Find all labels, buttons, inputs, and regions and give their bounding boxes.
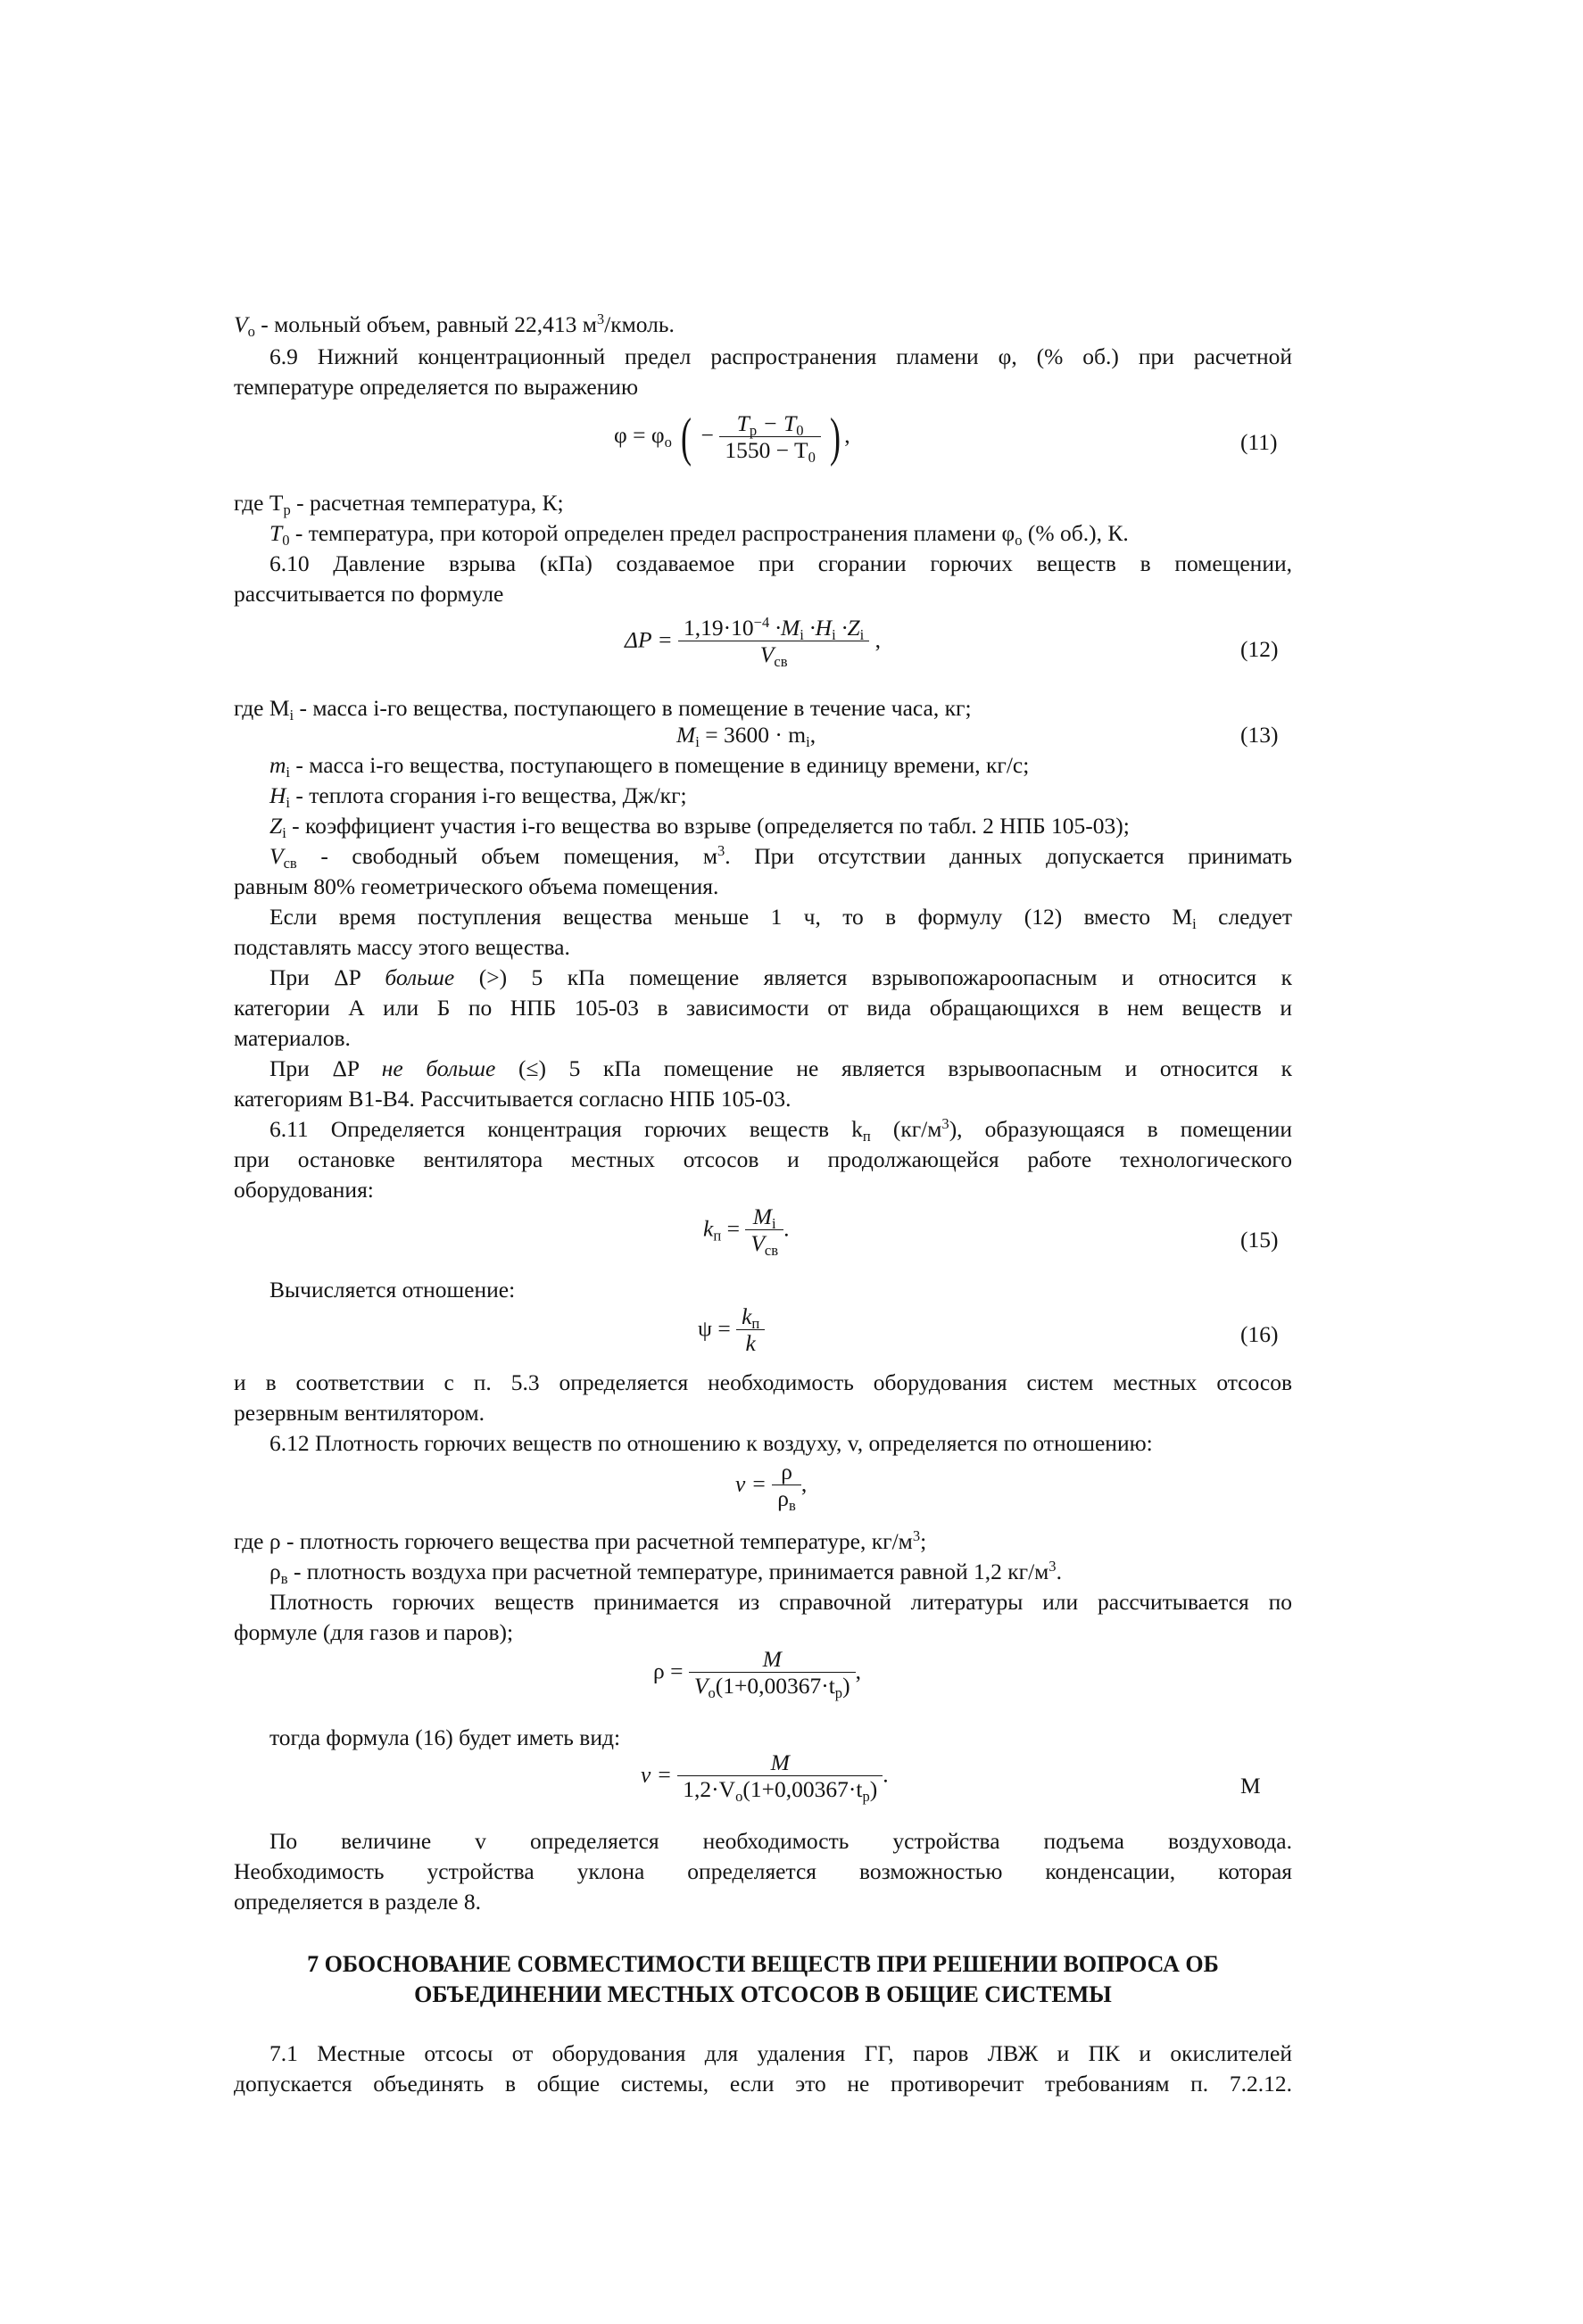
text-span: - масса i-го вещества, поступающего в помещение в единицу времени, кг/с; — [290, 752, 1030, 778]
paragraph-line — [269, 519, 1292, 548]
text-span: р — [834, 1684, 843, 1701]
paragraph-line: 6.10 Давление взрыва (кПа) создаваемое при сгорании горючих веществ в помещении, — [269, 550, 1292, 576]
fraction-denominator — [719, 437, 821, 464]
text-span: i — [859, 626, 865, 643]
text-span: в — [280, 1570, 288, 1587]
text-span: 3 — [1048, 1558, 1057, 1575]
paragraph-line: подставлять массу этого вещества. — [234, 934, 570, 960]
text-span: (1+0,00367·t — [742, 1776, 863, 1802]
equation-number: (16) — [1240, 1321, 1279, 1347]
text-span: При ΔP — [269, 964, 385, 990]
text-span: в — [789, 1497, 796, 1514]
text-span: , — [809, 722, 816, 748]
text-span: - свободный объем помещения, м — [296, 843, 718, 869]
fraction — [736, 1304, 765, 1357]
text-span: следует — [1196, 904, 1293, 930]
text-span: - масса i-го вещества, поступающего в помещение в течение часа, кг; — [294, 695, 972, 721]
text-span: i — [832, 626, 836, 643]
paragraph-line: 6.9 Нижний концентрационный предел распространения пламени φ, (% об.) при расчетной — [269, 343, 1292, 369]
text-span: k — [742, 1303, 752, 1329]
period: . — [783, 1215, 790, 1242]
text-span: (1+0,00367·t — [715, 1673, 835, 1699]
text-span: v = — [641, 1761, 672, 1788]
equation-density — [653, 1647, 861, 1700]
text-span: о — [664, 433, 672, 451]
paragraph-line: тогда формула (16) будет иметь вид: — [269, 1724, 621, 1750]
text-span: р — [283, 501, 291, 518]
comma: , — [869, 626, 881, 653]
paragraph-line — [269, 782, 1292, 810]
text-span: i — [286, 794, 291, 811]
equation-11 — [614, 408, 850, 467]
equation-number: (13) — [1240, 722, 1279, 748]
fraction-denominator — [772, 1485, 801, 1512]
text-span: св — [764, 1242, 779, 1259]
text-span: ψ = — [698, 1315, 731, 1342]
text-span: больше — [385, 964, 455, 990]
paragraph-line — [269, 964, 1292, 992]
text-span: M — [770, 1749, 790, 1775]
fraction-numerator — [736, 1304, 765, 1330]
text-span: Z — [269, 813, 283, 839]
text-span: . — [1056, 1559, 1062, 1584]
equation-15 — [703, 1204, 789, 1257]
text-span: . При отсутствии данных допускается принимать — [725, 843, 1292, 869]
text-span: ρ = — [653, 1658, 684, 1684]
text-span: ρ — [777, 1485, 790, 1511]
text-span: св — [283, 855, 297, 872]
paragraph-line: рассчитывается по формуле — [234, 581, 504, 607]
paragraph-line — [269, 1115, 1292, 1144]
fraction-numerator — [677, 1750, 883, 1776]
text-span: (% об.), К. — [1022, 520, 1129, 546]
fraction-denominator — [736, 1330, 765, 1357]
paragraph-line: допускается объединять в общие системы, если это не противоречит требованиям п. 7.2.12. — [234, 2071, 1292, 2097]
paragraph-line: оборудования: — [234, 1177, 374, 1203]
paragraph-line: формуле (для газов и паров); — [234, 1619, 514, 1645]
text-span: i — [772, 1215, 776, 1232]
text-span: о — [708, 1684, 716, 1701]
paragraph-line: 6.12 Плотность горючих веществ по отношению к воздуху, v, определяется по отношению: — [269, 1430, 1153, 1456]
comma: , — [855, 1658, 861, 1684]
paragraph-line: Необходимость устройства уклона определяется возможностью конденсации, которая — [234, 1858, 1292, 1884]
text-span: 1,2·V — [683, 1776, 736, 1802]
paragraph-line: и в соответствии с п. 5.3 определяется необходимость оборудования систем местных отсосов — [234, 1369, 1292, 1395]
fraction-numerator — [678, 616, 869, 641]
text-span: св — [774, 653, 788, 670]
paragraph-line — [269, 1558, 1292, 1586]
text-span: k — [703, 1215, 714, 1242]
text-span: V — [234, 311, 248, 337]
text-span: - температура, при которой определен предел распространения пламени φ — [289, 520, 1015, 546]
period: . — [883, 1761, 889, 1788]
equation-number: (15) — [1240, 1227, 1279, 1253]
paragraph-line: 7.1 Местные отсосы от оборудования для удаления ГГ, паров ЛВЖ и ПК и окислителей — [269, 2040, 1292, 2066]
text-span: V — [750, 1230, 765, 1256]
fraction-numerator — [689, 1647, 856, 1673]
fraction-denominator — [677, 1776, 883, 1803]
text-span: п — [713, 1227, 722, 1245]
text-span: = 3600 · m — [699, 722, 807, 748]
text-span: 3 — [912, 1527, 921, 1544]
text-span: о — [1015, 532, 1023, 549]
text-span: (>) 5 кПа помещение является взрывопожароопасным и относится к — [454, 964, 1292, 990]
equation-number: (11) — [1240, 429, 1278, 455]
text-span: о — [247, 323, 255, 340]
eq-lhs — [614, 421, 672, 451]
text-span: ), образующаяся в помещении — [949, 1116, 1293, 1142]
text-span: ·M — [769, 615, 800, 641]
text-span: M — [762, 1646, 782, 1672]
text-span: - коэффициент участия i-го вещества во взрыве (определяется по табл. 2 НПБ 105-03); — [286, 813, 1130, 839]
text-span: k — [745, 1330, 756, 1356]
text-span: i — [282, 824, 286, 841]
equation-density-ratio — [735, 1460, 807, 1512]
text-span: п — [751, 1315, 760, 1332]
paragraph-line: категории А или Б по НПБ 105-03 в зависимости от вида обращающихся в нем веществ и — [234, 995, 1292, 1021]
text-span: Если время поступления вещества меньше 1 ч, то в формулу (12) вместо M — [269, 904, 1193, 930]
text-span: 3 — [596, 310, 605, 327]
text-span: где ρ - плотность горючего вещества при расчетной температуре, кг/м — [234, 1528, 913, 1554]
text-span: H — [269, 782, 286, 808]
text-span: T — [736, 409, 750, 436]
text-span: - теплота сгорания i-го вещества, Дж/кг; — [290, 782, 687, 808]
paragraph-line — [269, 812, 1292, 840]
text-span: T — [269, 520, 283, 546]
text-span: i — [695, 733, 700, 750]
paragraph-line: По величине v определяется необходимость устройства подъема воздуховода. — [269, 1828, 1292, 1854]
comma: , — [844, 421, 850, 448]
text-span: 3 — [717, 842, 725, 859]
paragraph-line — [269, 751, 1292, 780]
text-span: 0 — [808, 448, 816, 466]
text-span: − T — [757, 409, 797, 436]
text-span: где T — [234, 490, 284, 516]
paragraph-line: температуре определяется по выражению — [234, 374, 638, 400]
text-span: 0 — [282, 532, 290, 549]
fraction-denominator — [689, 1673, 856, 1700]
paragraph-line — [234, 694, 1292, 723]
text-span: V — [759, 641, 775, 667]
text-span: ; — [920, 1528, 927, 1554]
equals-sign: = — [721, 1215, 740, 1242]
comma: , — [800, 1470, 808, 1497]
text-span: ρ — [269, 1559, 281, 1584]
paragraph-line: равным 80% геометрического объема помещения. — [234, 873, 719, 899]
fraction — [677, 1750, 883, 1803]
paragraph-line — [234, 310, 1292, 339]
paragraph-line — [234, 1527, 1292, 1556]
paragraph-line — [269, 842, 1292, 871]
paragraph-line — [269, 903, 1292, 931]
text-span: φ = φ — [614, 421, 665, 448]
paragraph-line: определяется в разделе 8. — [234, 1889, 482, 1915]
text-span: р — [862, 1788, 870, 1805]
text-span: ) — [869, 1776, 878, 1802]
text-span: M — [676, 722, 696, 748]
fraction — [678, 616, 869, 668]
text-span: (кг/м — [870, 1116, 942, 1142]
text-span: i — [286, 764, 291, 781]
fraction — [719, 411, 821, 464]
paragraph-line — [234, 489, 1292, 517]
text-span: - мольный объем, равный 22,413 м — [254, 311, 597, 337]
fraction-denominator — [745, 1230, 783, 1257]
equation-12 — [625, 616, 881, 668]
equation-17 — [641, 1750, 889, 1803]
text-span: i — [289, 707, 294, 724]
paren-right: ) — [830, 408, 841, 467]
text-span: 6.11 Определяется концентрация горючих веществ k — [269, 1116, 863, 1142]
text-span: i — [1192, 915, 1197, 932]
text-span: m — [269, 752, 286, 778]
text-span: /кмоль. — [604, 311, 675, 337]
fraction-numerator: ρ — [772, 1460, 801, 1485]
text-span: i — [806, 733, 810, 750]
equation-13 — [676, 721, 816, 749]
paragraph-line: при остановке вентилятора местных отсосов и продолжающейся работе технологического — [234, 1146, 1292, 1172]
text-span: р — [749, 421, 758, 439]
paragraph-line: материалов. — [234, 1025, 351, 1051]
text-span: ·Z — [835, 615, 860, 641]
text-span: - плотность воздуха при расчетной температуре, принимается равной 1,2 кг/м — [287, 1559, 1049, 1584]
text-span: V — [269, 843, 284, 869]
text-span: - расчетная температура, К; — [290, 490, 564, 516]
fraction — [745, 1204, 783, 1257]
text-span: о — [735, 1788, 743, 1805]
paren-left: ( — [681, 408, 692, 467]
paragraph-line: Вычисляется отношение: — [269, 1277, 516, 1303]
paragraph-line: Плотность горючих веществ принимается из справочной литературы или рассчитывается по — [269, 1589, 1292, 1615]
fraction-denominator — [678, 641, 869, 668]
fraction — [772, 1460, 801, 1512]
fraction-numerator — [745, 1204, 783, 1230]
text-span: ) — [842, 1673, 850, 1699]
section-heading: 7 ОБОСНОВАНИЕ СОВМЕСТИМОСТИ ВЕЩЕСТВ ПРИ РЕШЕНИИ ВОПРОСА ОБ — [307, 1951, 1219, 1977]
equation-16 — [698, 1304, 765, 1357]
text-span: (≤) 5 кПа помещение не является взрывоопасным и относится к — [495, 1055, 1292, 1081]
text-span: ΔP = — [625, 626, 673, 653]
section-heading: ОБЪЕДИНЕНИИ МЕСТНЫХ ОТСОСОВ В ОБЩИЕ СИСТЕМЫ — [414, 1981, 1112, 2007]
text-span: При ΔP — [269, 1055, 382, 1081]
text-span: ·H — [803, 615, 833, 641]
text-span: не больше — [381, 1055, 496, 1081]
text-span: 0 — [796, 421, 804, 439]
text-span: −4 — [753, 614, 770, 631]
fraction — [689, 1647, 856, 1700]
minus-sign: − — [700, 421, 714, 448]
equation-number: (12) — [1240, 636, 1279, 662]
paragraph-line: резервным вентилятором. — [234, 1400, 485, 1426]
text-span: где M — [234, 695, 290, 721]
equation-number: M — [1240, 1773, 1261, 1799]
fraction-numerator — [719, 411, 821, 437]
text-span: M — [752, 1203, 773, 1229]
paragraph-line — [269, 1054, 1292, 1083]
text-span: v = — [735, 1470, 767, 1497]
text-span: п — [862, 1128, 871, 1145]
text-span: 3 — [941, 1115, 949, 1132]
text-span: V — [693, 1673, 709, 1699]
paragraph-line: категориям В1-В4. Рассчитывается согласно НПБ 105-03. — [234, 1086, 792, 1112]
text-span: 1,19·10 — [684, 615, 754, 641]
text-span: 1550 − T — [725, 436, 808, 463]
text-span: i — [800, 626, 804, 643]
